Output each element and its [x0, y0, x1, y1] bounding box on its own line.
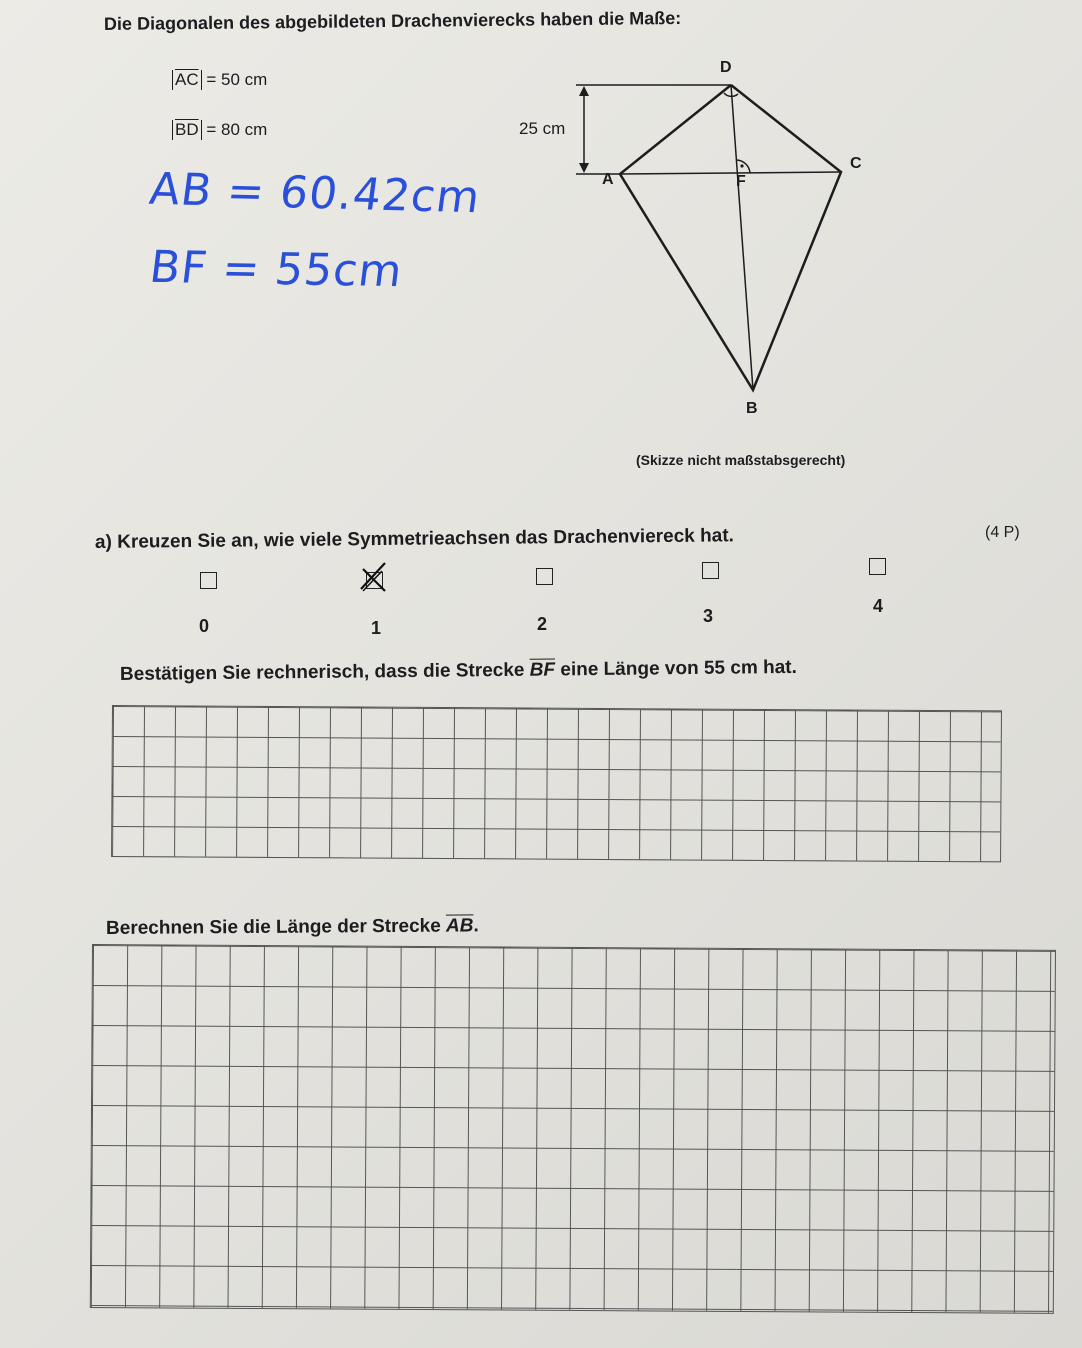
checkbox-4[interactable]: [869, 558, 886, 575]
point-label-d: D: [720, 59, 732, 76]
ac-value: = 50 cm: [206, 70, 268, 89]
ac-label: $\overline{AC}$: [175, 70, 199, 89]
bd-value: = 80 cm: [206, 120, 268, 139]
segment-bf: $\overline{BF}$: [529, 659, 556, 681]
segment-ab: $\overline{AB}$: [445, 915, 474, 937]
diagonal-bd: [731, 85, 753, 390]
right-angle-dot: [740, 164, 743, 167]
bd-label: $\overline{BD}$: [175, 120, 199, 139]
handwritten-bf: BF = 55cm: [146, 241, 406, 298]
checkbox-2[interactable]: [536, 568, 553, 585]
task-a-points: (4 P): [985, 524, 1020, 541]
kite-figure: [0, 0, 1082, 480]
checkbox-3[interactable]: [702, 562, 719, 579]
option-4: 4: [873, 596, 884, 616]
point-label-a: A: [602, 171, 614, 188]
handwritten-ab: AB = 60.42cm: [146, 163, 484, 224]
option-3: 3: [703, 606, 714, 626]
point-label-b: B: [746, 400, 758, 417]
option-1: 1: [371, 618, 382, 638]
task-c-before: Berechnen Sie die Länge der Strecke: [105, 915, 441, 939]
sketch-note: (Skizze nicht maßstabsgerecht): [636, 452, 846, 468]
task-b-text: [120, 657, 797, 686]
answer-grid-b[interactable]: [111, 705, 1002, 862]
task-b-after: eine Länge von 55 cm hat.: [560, 656, 797, 681]
answer-grid-c[interactable]: [90, 944, 1056, 1314]
intro-text: Die Diagonalen des abgebildeten Drachenvierecks haben die Maße:: [103, 7, 682, 34]
dim-arrow-top: [579, 86, 589, 96]
checkbox-0[interactable]: [200, 572, 217, 589]
task-c-text: [106, 915, 479, 940]
dim-label-25cm: 25 cm: [519, 119, 566, 138]
point-label-f: F: [736, 173, 746, 190]
task-c-after: .: [473, 915, 479, 937]
task-b-before: Bestätigen Sie rechnerisch, dass die Strecke: [119, 659, 525, 685]
checkbox-1[interactable]: [366, 572, 383, 589]
option-2: 2: [537, 614, 548, 634]
kite-outline: [620, 85, 841, 390]
option-0: 0: [199, 616, 210, 636]
point-label-c: C: [850, 155, 862, 172]
diagonal-ac: [620, 172, 841, 174]
check-cross-icon: [363, 569, 378, 584]
task-a-text: a) Kreuzen Sie an, wie viele Symmetrieachsen das Drachenviereck hat.: [94, 525, 734, 553]
dim-arrow-bottom: [579, 163, 589, 173]
